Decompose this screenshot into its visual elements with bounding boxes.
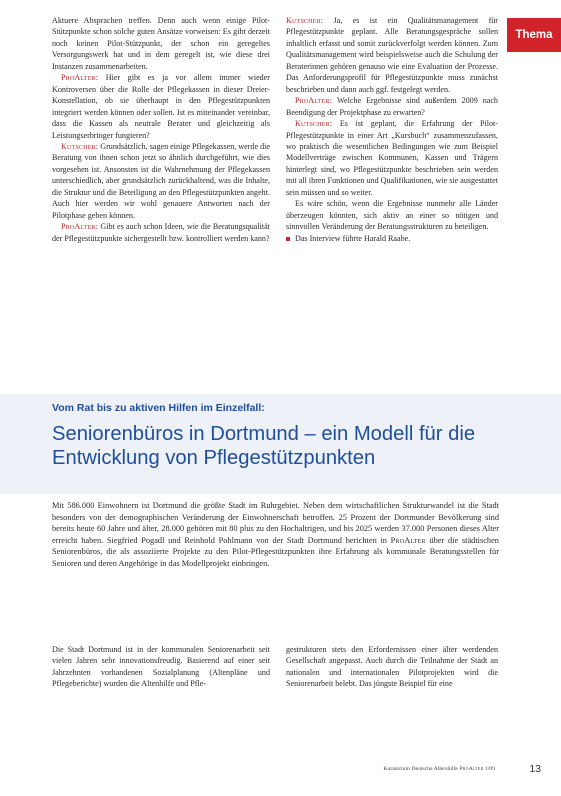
page-footer: Kuratorium Deutsche Altershilfe ProAlter 1/09 <box>383 766 495 772</box>
speaker-label: ProAlter: <box>61 222 99 232</box>
article-body-left: Die Stadt Dortmund ist in der kommunalen Seniorenarbeit seit vielen Jahren sehr innovationsfreudig. Basierend auf einer seit Jahrzehnten vorhandenen Sozialplanung (Altenpläne und Pflegeberichte) wurden die Altenhilfe und Pfle- <box>52 645 270 689</box>
speaker-label: Kutscher: <box>295 119 333 129</box>
interview-paragraph: Kutscher: Es ist geplant, die Erfahrung der Pilot-Pflegestützpunkte in einer Art „Kursbuch“ zusammenzufassen, wo praktisch die wesentlichen Bedingungen wie zum Beispiel Modellverträge zwischen Kommunen, Kassen und Trägern hinterlegt sind, wo Pflegestützpunkte beschrieben sein werden mit all ihren Funktionen und Qualifikationen, wie sie ausgestattet sein müssen und so weiter. <box>286 119 498 197</box>
interview-paragraph: Kutscher: Ja, es ist ein Qualitätsmanagement für Pflegestützpunkte geplant. Alle Beratungsgespräche sollen inhaltlich erfasst und somit zurückverfolgt werden können. Zum Qualitätsmanagement wird beispielsweise auch die Schulung der Beraterinnen gehören genauso wie eine Evaluation der Prozesse. Das Anforderungsprofil für Pflegestützpunkte muss zunächst beschrieben und dann auch ggf. festgelegt werden. <box>286 16 499 94</box>
interview-paragraph: ProAlter: Hier gibt es ja vor allem immer wieder Kontroversen über die Rolle der Pflegekassen in dieser Dreier-Konstellation, ob sie überhaupt in den Pflegestützpunkten integriert werden können oder sollen. Ist es miteinander vereinbar, dass die Kassen als neutrale Berater und gleichzeitig als Leistungserbringer fungieren? <box>52 73 270 140</box>
interview-byline: Das Interview führte Harald Raabe. <box>286 233 498 244</box>
brand-name: ProAlter <box>390 535 426 545</box>
interview-paragraph: ProAlter: Welche Ergebnisse sind außerdem 2009 nach Beendigung der Projektphase zu erwarten? <box>286 96 498 117</box>
article-intro: Mit 586.000 Einwohnern ist Dortmund die größte Stadt im Ruhrgebiet. Neben dem wirtschaftlichen Strukturwandel ist die Stadt besonders von der demographischen Veränderung der Einwohnerschaft betroffen. 25 Prozent der Dortmunder Bevölkerung sind bereits heute 60 Jahre und älter, 28.000 gehören mit 80 plus zu den Hochaltrigen, und bis 2025 werden 37.000 Personen dieses Alter erreicht haben. Siegfried Pogadl und Reinhold Pohlmann von der Stadt Dortmund berichten in ProAlter über die städtischen Seniorenbüros, die als assoziierte Projekte zu den Pilot-Pflegestützpunkten ihre Erfahrung als kommunale Beratungsstellen für Senioren und deren Angehörige in das Modellprojekt einbringen. <box>52 501 499 568</box>
speaker-label: Kutscher: <box>286 16 324 25</box>
article-headline: Seniorenbüros in Dortmund – ein Modell für die Entwicklung von Pflegestützpunkten <box>52 423 476 469</box>
interview-left-column <box>52 15 270 244</box>
interview-paragraph: Aktuere Absprachen treffen. Denn auch wenn einige Pilot-Stützpunkte schon solche guten Ansätze vorweisen: Es gibt derzeit noch keinen Pilot-Stützpunkt, der schon ein geregeltes Versorgungswerk hat und in dem geregelt ist, wie diese drei Instanzen zusammenarbeiten. <box>52 16 270 71</box>
interview-paragraph: Kutscher: Grundsätzlich, sagen einige Pflegekassen, werde die Beratung von ihnen schon jetzt so ähnlich durchgeführt, wie dies vorgesehen ist. Ansonsten ist die Wahrnehmung der Pflegekassen unterschiedlich, aber grundsätzlich zurückhaltend, was die Inhalte, die Struktur und die Beteiligung an den Pflegestützpunkten angeht. Auch hier werden wir wohl genauere Antworten nach der Pilotphase geben können. <box>52 141 270 220</box>
bullet-icon <box>286 237 290 241</box>
section-tab: Thema <box>507 18 561 52</box>
article-body-right: gestrukturen stets den Erfordernissen einer älter werdenden Gesellschaft angepasst. Auch durch die Teilnahme der Stadt an nationalen und internationalen Pilotprojekten wird die Seniorenarbeit belebt. Das jüngste Beispiel für eine <box>286 645 498 689</box>
article-kicker: Vom Rat bis zu aktiven Hilfen im Einzelfall: <box>52 402 265 414</box>
speaker-label: ProAlter: <box>61 73 99 83</box>
interview-paragraph: Es wäre schön, wenn die Ergebnisse nunmehr alle Länder überzeugen könnten, sich aktiv an einer so nötigen und sinnvollen Veränderung der Beratungsstrukturen zu beteiligen. <box>286 199 498 232</box>
speaker-label: Kutscher: <box>61 141 99 151</box>
speaker-label: ProAlter: <box>295 96 333 106</box>
page-number: 13 <box>529 763 541 775</box>
interview-right-column <box>286 15 498 244</box>
footer-brand: ProAlter <box>459 766 484 772</box>
interview-paragraph: ProAlter: Gibt es auch schon Ideen, wie die Beratungsqualität der Pflegestützpunkte sichergestellt bzw. kontrolliert werden kann? <box>52 222 270 243</box>
